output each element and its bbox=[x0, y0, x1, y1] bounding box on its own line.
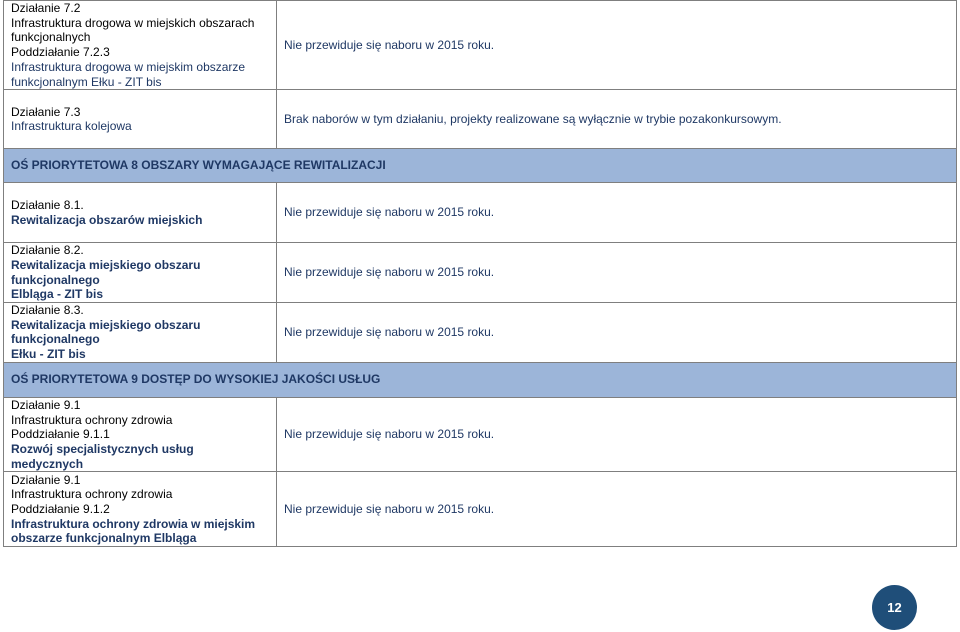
status-cell: Nie przewiduje się naboru w 2015 roku. bbox=[277, 1, 957, 90]
priority-axis-title: OŚ PRIORYTETOWA 9 DOSTĘP DO WYSOKIEJ JAKOŚCI USŁUG bbox=[4, 362, 957, 397]
priority-axis-row bbox=[4, 362, 957, 397]
priority-axis-title: OŚ PRIORYTETOWA 8 OBSZARY WYMAGAJĄCE REWITALIZACJI bbox=[4, 149, 957, 183]
submeasure-title: Infrastruktura drogowa w miejskim obszarze bbox=[11, 59, 246, 74]
measure-cell bbox=[4, 397, 277, 472]
measure-title: funkcjonalnych bbox=[11, 30, 91, 45]
page-number-badge: 12 bbox=[872, 585, 917, 630]
status-cell: Nie przewiduje się naboru w 2015 roku. bbox=[277, 472, 957, 547]
measure-name: Działanie 8.1. bbox=[11, 198, 84, 213]
submeasure-name: Poddziałanie 7.2.3 bbox=[11, 45, 110, 60]
measure-title: Elbląga - ZIT bis bbox=[11, 287, 104, 302]
submeasure-name: Poddziałanie 9.1.2 bbox=[11, 502, 110, 516]
measure-title: Rewitalizacja miejskiego obszaru funkcjonalnego bbox=[11, 257, 201, 287]
measure-title: Infrastruktura ochrony zdrowia bbox=[11, 487, 173, 502]
table-row bbox=[4, 303, 957, 363]
table-row bbox=[4, 472, 957, 547]
measures-table bbox=[3, 0, 957, 547]
measure-name: Działanie 9.1 bbox=[11, 397, 81, 412]
measure-name: Działanie 8.2. bbox=[11, 243, 84, 258]
measure-cell bbox=[4, 243, 277, 303]
measure-name: Działanie 9.1 bbox=[11, 472, 81, 487]
submeasure-title: obszarze funkcjonalnym Elbląga bbox=[11, 531, 197, 546]
submeasure-title: Rozwój specjalistycznych usług medycznych bbox=[11, 441, 194, 471]
measure-name: Działanie 7.2 bbox=[11, 1, 81, 15]
measure-title: Rewitalizacja miejskiego obszaru funkcjonalnego bbox=[11, 317, 201, 347]
measure-cell bbox=[4, 1, 277, 90]
table-row bbox=[4, 243, 957, 303]
measure-title: Rewitalizacja obszarów miejskich bbox=[11, 212, 203, 227]
measure-title: Ełku - ZIT bis bbox=[11, 347, 86, 362]
status-cell: Nie przewiduje się naboru w 2015 roku. bbox=[277, 183, 957, 243]
status-cell: Brak naborów w tym działaniu, projekty realizowane są wyłącznie w trybie pozakonkursowym. bbox=[277, 90, 957, 149]
measure-name: Działanie 8.3. bbox=[11, 303, 84, 318]
table-row bbox=[4, 90, 957, 149]
table-row bbox=[4, 1, 957, 90]
submeasure-name: Poddziałanie 9.1.1 bbox=[11, 427, 110, 442]
measure-cell bbox=[4, 90, 277, 149]
measure-name: Działanie 7.3 bbox=[11, 104, 81, 119]
status-cell: Nie przewiduje się naboru w 2015 roku. bbox=[277, 243, 957, 303]
measure-cell bbox=[4, 183, 277, 243]
submeasure-title: Infrastruktura ochrony zdrowia w miejskim bbox=[11, 516, 256, 531]
table-row bbox=[4, 397, 957, 472]
priority-axis-row bbox=[4, 149, 957, 183]
measure-title: Infrastruktura drogowa w miejskich obszarach bbox=[11, 15, 255, 30]
status-cell: Nie przewiduje się naboru w 2015 roku. bbox=[277, 397, 957, 472]
measure-cell bbox=[4, 472, 277, 547]
submeasure-title: funkcjonalnym Ełku - ZIT bis bbox=[11, 74, 162, 89]
measure-title: Infrastruktura ochrony zdrowia bbox=[11, 412, 173, 427]
status-cell: Nie przewiduje się naboru w 2015 roku. bbox=[277, 303, 957, 363]
measure-cell bbox=[4, 303, 277, 363]
table-row bbox=[4, 183, 957, 243]
measure-title: Infrastruktura kolejowa bbox=[11, 119, 132, 134]
